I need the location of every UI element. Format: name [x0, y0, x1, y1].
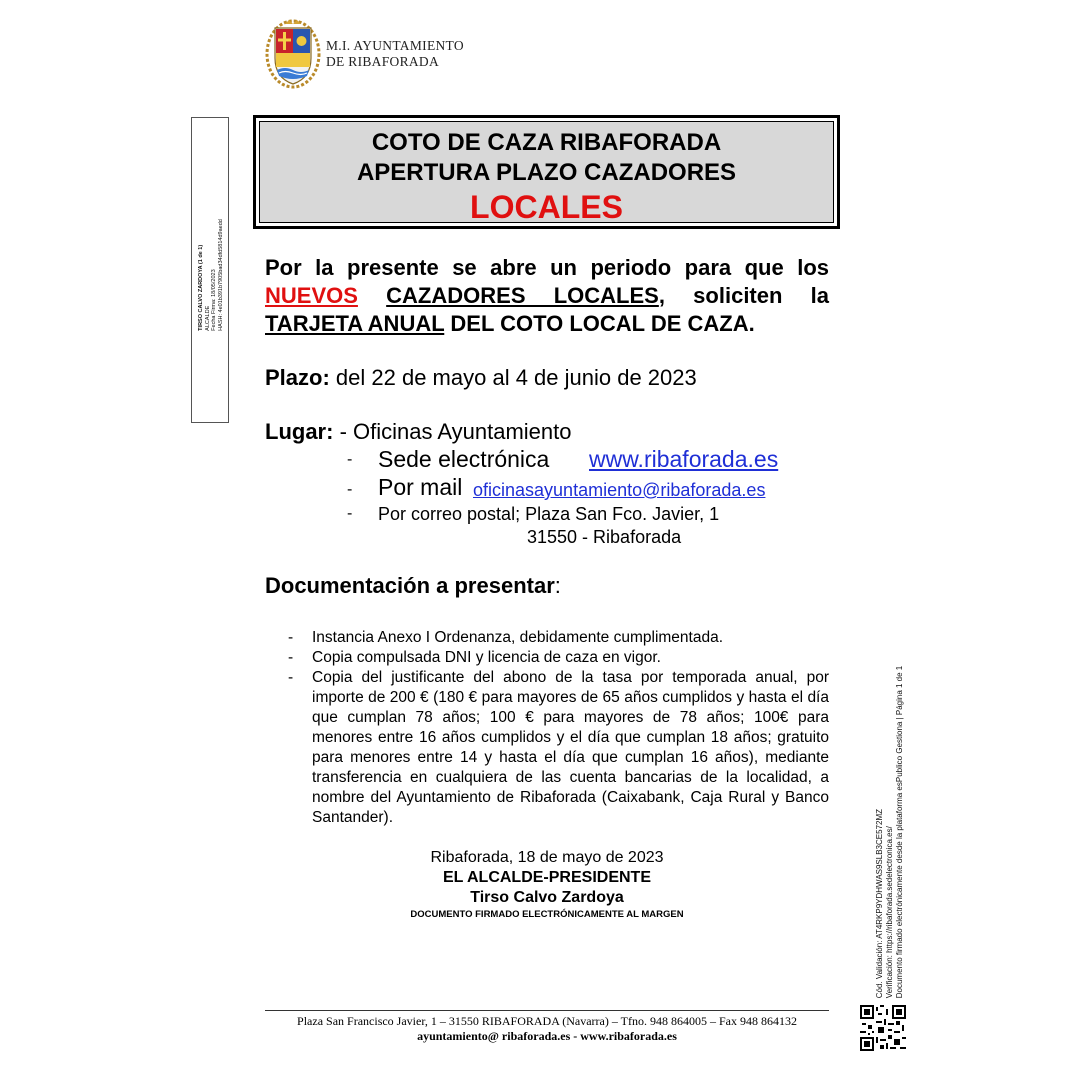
validation-text: [875, 666, 905, 999]
mail-link[interactable]: oficinasayuntamiento@ribaforada.es: [473, 480, 766, 500]
list-item: [288, 668, 829, 828]
organization-name: [326, 38, 464, 70]
list-item-text: Copia compulsada DNI y licencia de caza en vigor.: [312, 649, 661, 666]
list-dash: -: [288, 629, 294, 646]
validation-code: Cód. Validación: AT4RKP9YDHWAS9SLB3CE572MZ: [875, 808, 884, 999]
lugar-section: [265, 418, 829, 548]
documentacion-heading-text: Documentación a presentar: [265, 573, 555, 598]
lugar-label: Lugar:: [265, 419, 334, 444]
footer-contact: ayuntamiento@ ribaforada.es - www.ribaforada.es: [417, 1029, 677, 1043]
signature-hash: HASH: 4e01b391b7905bad34dfd5814d9aedd: [217, 219, 224, 331]
signer-role: EL ALCALDE-PRESIDENTE: [442, 869, 651, 886]
list-dash: -: [288, 669, 294, 686]
plazo-label: Plazo:: [265, 365, 330, 390]
footer-address: Plaza San Francisco Javier, 1 – 31550 RIBAFORADA (Navarra) – Tfno. 948 864005 – Fax 948 864132: [297, 1014, 797, 1028]
lugar-sede-label: Sede electrónica: [378, 446, 550, 472]
lugar-dash-3: -: [347, 505, 353, 522]
coat-of-arms-icon: [265, 18, 321, 90]
intro-paragraph: [265, 254, 829, 338]
documentacion-list: [288, 628, 829, 828]
lugar-postal-2: 31550 - Ribaforada: [527, 527, 682, 547]
signature-role: ALCALDE: [204, 305, 211, 331]
footer-divider: [265, 1010, 829, 1011]
plazo-value: del 22 de mayo al 4 de junio de 2023: [329, 365, 697, 390]
signoff-block: [265, 848, 829, 922]
signature-signer: TIRSO CALVO ZARDOYA (1 de 1): [198, 244, 204, 331]
org-line1: M.I. AYUNTAMIENTO: [326, 38, 464, 53]
intro-cazadores: CAZADORES LOCALES: [386, 283, 659, 308]
lugar-dash-2: -: [347, 481, 353, 498]
list-item: [288, 648, 829, 668]
list-item: [288, 628, 829, 648]
title-line2: APERTURA PLAZO CAZADORES: [356, 159, 737, 186]
intro-text-1: Por la presente se abre un periodo para que los: [265, 255, 829, 280]
intro-text-2: , soliciten la: [658, 283, 830, 308]
title-box: [253, 115, 840, 229]
org-line2: DE RIBAFORADA: [326, 54, 440, 69]
validation-platform: Documento firmado electrónicamente desde la plataforma esPublico Gestiona | Página 1 de 1: [895, 665, 904, 999]
signature-note: DOCUMENTO FIRMADO ELECTRÓNICAMENTE AL MARGEN: [410, 909, 684, 920]
intro-tarjeta: TARJETA ANUAL: [265, 311, 445, 336]
title-line3: LOCALES: [470, 189, 623, 225]
intro-nuevos: NUEVOS: [265, 283, 358, 308]
documentacion-colon: :: [554, 573, 561, 598]
lugar-mail-label: Por mail: [378, 474, 463, 500]
lugar-postal: Por correo postal; Plaza San Fco. Javier, 1: [378, 504, 720, 524]
list-item-text: Instancia Anexo I Ordenanza, debidamente cumplimentada.: [312, 629, 724, 646]
lugar-first: - Oficinas Ayuntamiento: [333, 419, 572, 444]
validation-url: Verificación: https://ribaforada.sedelectronica.es/: [885, 826, 894, 999]
list-dash: -: [288, 649, 294, 666]
qr-code-icon[interactable]: [860, 1005, 906, 1051]
title-line1: COTO DE CAZA RIBAFORADA: [371, 129, 722, 156]
signature-margin-text: [198, 219, 224, 331]
signature-date: Fecha Firma: 18/05/2023: [211, 269, 217, 331]
sede-link[interactable]: www.ribaforada.es: [589, 446, 779, 472]
footer: [255, 1014, 839, 1044]
list-item-text: Copia del justificante del abono de la tasa por temporada anual, por importe de 200 € (180 € para mayores de 65 años cumplidos y hasta el día que cumplan 78 años; 100 € para mayores de 78 años; 100€ para menores entre 16 años cumplidos y el día que cumplan 18 años; gratuito para menores entre 14 y hasta el día que cumplan 16 años), mediante transferencia en cualquiera de las cuenta bancarias de la localidad, a nombre del Ayuntamiento de Ribaforada (Caixabank, Caja Rural y Banco Santander).: [312, 669, 829, 826]
lugar-dash-1: -: [347, 451, 353, 468]
documentacion-heading: [265, 572, 561, 600]
place-date: Ribaforada, 18 de mayo de 2023: [430, 849, 664, 866]
plazo-line: [265, 364, 697, 392]
intro-text-3: DEL COTO LOCAL DE CAZA.: [444, 311, 755, 336]
signer-name: Tirso Calvo Zardoya: [470, 889, 624, 906]
